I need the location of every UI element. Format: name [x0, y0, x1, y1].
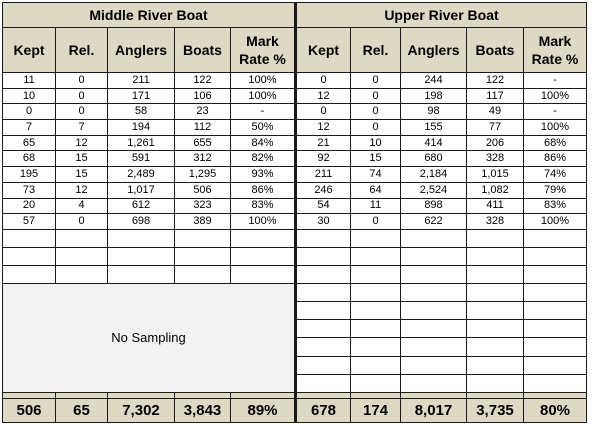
middle-total-boats: 3,843	[175, 399, 231, 423]
middle-anglers-cell: 1,017	[108, 182, 175, 198]
upper-empty-cell	[401, 320, 467, 338]
upper-empty-cell	[351, 356, 401, 374]
middle-released-cell: 12	[56, 182, 108, 198]
middle-anglers-cell: 171	[108, 88, 175, 104]
upper-boats-cell: 206	[467, 135, 524, 151]
middle-river-boat-title: Middle River Boat	[3, 3, 296, 28]
river-boat-table-container	[2, 2, 587, 423]
upper-mark-rate-cell: 100%	[524, 88, 587, 104]
upper-mark-rate-cell: 83%	[524, 198, 587, 214]
middle-kept-cell: 73	[3, 182, 56, 198]
upper-boats-cell: 77	[467, 120, 524, 136]
middle-anglers-cell: 612	[108, 198, 175, 214]
upper-kept-cell: 54	[296, 198, 351, 214]
upper-anglers-cell: 2,184	[401, 167, 467, 183]
no-sampling-row	[3, 283, 587, 301]
upper-empty-cell	[296, 283, 351, 301]
mark-label: Mark	[246, 33, 279, 49]
upper-empty-cell	[296, 320, 351, 338]
upper-anglers-cell: 2,524	[401, 182, 467, 198]
empty-cell	[524, 247, 587, 265]
upper-total-mark-rate: 80%	[524, 399, 587, 423]
middle-anglers-cell: 591	[108, 151, 175, 167]
upper-released-cell: 74	[351, 167, 401, 183]
upper-empty-cell	[351, 338, 401, 356]
upper-released-cell: 0	[351, 88, 401, 104]
middle-boats-cell: 106	[175, 88, 231, 104]
middle-released-cell: 15	[56, 167, 108, 183]
upper-anglers-cell: 244	[401, 73, 467, 89]
middle-anglers-cell: 211	[108, 73, 175, 89]
upper-empty-cell	[524, 374, 587, 392]
middle-boats-header: Boats	[175, 28, 231, 73]
river-boat-table	[2, 2, 587, 423]
empty-cell	[296, 229, 351, 247]
middle-anglers-cell: 58	[108, 104, 175, 120]
empty-cell	[175, 229, 231, 247]
rate-label: Rate %	[531, 51, 579, 67]
upper-empty-cell	[524, 302, 587, 320]
middle-boats-cell: 389	[175, 214, 231, 230]
middle-total-mark-rate: 89%	[231, 399, 296, 423]
middle-mark-rate-cell: 86%	[231, 182, 296, 198]
upper-mark-rate-cell: -	[524, 73, 587, 89]
empty-cell	[524, 265, 587, 283]
upper-total-kept: 678	[296, 399, 351, 423]
upper-mark-rate-cell: 79%	[524, 182, 587, 198]
middle-kept-cell: 65	[3, 135, 56, 151]
middle-kept-header: Kept	[3, 28, 56, 73]
upper-boats-cell: 1,015	[467, 167, 524, 183]
empty-row	[3, 247, 587, 265]
upper-boats-cell: 328	[467, 151, 524, 167]
middle-total-kept: 506	[3, 399, 56, 423]
upper-empty-cell	[401, 302, 467, 320]
upper-empty-cell	[524, 338, 587, 356]
upper-kept-cell: 0	[296, 73, 351, 89]
upper-anglers-cell: 155	[401, 120, 467, 136]
upper-kept-cell: 211	[296, 167, 351, 183]
middle-released-cell: 0	[56, 88, 108, 104]
table-row	[3, 88, 587, 104]
empty-cell	[467, 247, 524, 265]
rate-label: Rate %	[239, 51, 286, 67]
middle-boats-cell: 323	[175, 198, 231, 214]
upper-anglers-cell: 98	[401, 104, 467, 120]
middle-kept-cell: 11	[3, 73, 56, 89]
empty-cell	[231, 265, 296, 283]
upper-kept-cell: 246	[296, 182, 351, 198]
empty-cell	[524, 229, 587, 247]
upper-released-cell: 11	[351, 198, 401, 214]
table-row	[3, 214, 587, 230]
upper-empty-cell	[296, 338, 351, 356]
middle-released-header: Rel.	[56, 28, 108, 73]
table-row	[3, 73, 587, 89]
empty-cell	[351, 247, 401, 265]
table-row	[3, 167, 587, 183]
upper-mark-rate-cell: 100%	[524, 214, 587, 230]
upper-kept-cell: 21	[296, 135, 351, 151]
upper-empty-cell	[296, 302, 351, 320]
empty-cell	[296, 265, 351, 283]
middle-kept-cell: 7	[3, 120, 56, 136]
empty-cell	[296, 247, 351, 265]
empty-cell	[56, 265, 108, 283]
middle-released-cell: 7	[56, 120, 108, 136]
empty-cell	[3, 247, 56, 265]
table-row	[3, 104, 587, 120]
upper-empty-cell	[467, 374, 524, 392]
table-row	[3, 198, 587, 214]
empty-cell	[56, 247, 108, 265]
upper-empty-cell	[401, 356, 467, 374]
middle-boats-cell: 655	[175, 135, 231, 151]
upper-empty-cell	[467, 283, 524, 301]
upper-mark-rate-cell: 100%	[524, 120, 587, 136]
upper-anglers-header: Anglers	[401, 28, 467, 73]
middle-boats-cell: 506	[175, 182, 231, 198]
empty-cell	[231, 247, 296, 265]
middle-released-cell: 0	[56, 104, 108, 120]
upper-total-anglers: 8,017	[401, 399, 467, 423]
upper-released-cell: 0	[351, 73, 401, 89]
empty-cell	[401, 247, 467, 265]
middle-kept-cell: 195	[3, 167, 56, 183]
upper-released-cell: 0	[351, 104, 401, 120]
middle-anglers-cell: 1,261	[108, 135, 175, 151]
upper-anglers-cell: 622	[401, 214, 467, 230]
middle-kept-cell: 57	[3, 214, 56, 230]
middle-released-cell: 15	[56, 151, 108, 167]
no-sampling-note: No Sampling	[3, 283, 296, 392]
upper-kept-header: Kept	[296, 28, 351, 73]
upper-empty-cell	[296, 374, 351, 392]
empty-cell	[467, 265, 524, 283]
upper-empty-cell	[401, 338, 467, 356]
upper-empty-cell	[467, 338, 524, 356]
middle-anglers-cell: 698	[108, 214, 175, 230]
upper-mark-rate-header	[524, 28, 587, 73]
middle-mark-rate-cell: 84%	[231, 135, 296, 151]
middle-mark-rate-cell: 93%	[231, 167, 296, 183]
upper-total-boats: 3,735	[467, 399, 524, 423]
upper-empty-cell	[351, 283, 401, 301]
upper-mark-rate-cell: 86%	[524, 151, 587, 167]
empty-cell	[3, 265, 56, 283]
upper-boats-cell: 122	[467, 73, 524, 89]
upper-anglers-cell: 414	[401, 135, 467, 151]
upper-empty-cell	[467, 320, 524, 338]
empty-cell	[351, 265, 401, 283]
upper-boats-cell: 117	[467, 88, 524, 104]
empty-cell	[467, 229, 524, 247]
upper-empty-cell	[524, 356, 587, 374]
empty-cell	[351, 229, 401, 247]
upper-empty-cell	[467, 302, 524, 320]
upper-kept-cell: 12	[296, 88, 351, 104]
upper-kept-cell: 30	[296, 214, 351, 230]
upper-empty-cell	[467, 356, 524, 374]
upper-empty-cell	[524, 320, 587, 338]
empty-cell	[231, 229, 296, 247]
upper-empty-cell	[351, 320, 401, 338]
middle-kept-cell: 68	[3, 151, 56, 167]
upper-empty-cell	[401, 283, 467, 301]
middle-mark-rate-cell: 100%	[231, 88, 296, 104]
empty-cell	[175, 265, 231, 283]
middle-boats-cell: 112	[175, 120, 231, 136]
upper-released-header: Rel.	[351, 28, 401, 73]
empty-cell	[108, 265, 175, 283]
middle-kept-cell: 0	[3, 104, 56, 120]
middle-anglers-header: Anglers	[108, 28, 175, 73]
upper-anglers-cell: 198	[401, 88, 467, 104]
mark-label: Mark	[538, 33, 572, 49]
empty-row	[3, 265, 587, 283]
upper-released-cell: 64	[351, 182, 401, 198]
middle-mark-rate-cell: 100%	[231, 214, 296, 230]
table-row	[3, 182, 587, 198]
empty-row	[3, 229, 587, 247]
middle-total-anglers: 7,302	[108, 399, 175, 423]
upper-released-cell: 10	[351, 135, 401, 151]
totals-row	[3, 399, 587, 423]
upper-anglers-cell: 680	[401, 151, 467, 167]
empty-cell	[401, 265, 467, 283]
upper-kept-cell: 12	[296, 120, 351, 136]
upper-released-cell: 0	[351, 120, 401, 136]
upper-boats-cell: 328	[467, 214, 524, 230]
middle-mark-rate-cell: 83%	[231, 198, 296, 214]
middle-released-cell: 0	[56, 73, 108, 89]
middle-released-cell: 12	[56, 135, 108, 151]
middle-kept-cell: 20	[3, 198, 56, 214]
empty-cell	[108, 247, 175, 265]
middle-mark-rate-cell: 100%	[231, 73, 296, 89]
table-row	[3, 151, 587, 167]
empty-cell	[3, 229, 56, 247]
middle-mark-rate-cell: 50%	[231, 120, 296, 136]
upper-empty-cell	[351, 374, 401, 392]
middle-boats-cell: 122	[175, 73, 231, 89]
middle-boats-cell: 312	[175, 151, 231, 167]
middle-released-cell: 4	[56, 198, 108, 214]
middle-mark-rate-cell: 82%	[231, 151, 296, 167]
middle-anglers-cell: 194	[108, 120, 175, 136]
upper-mark-rate-cell: -	[524, 104, 587, 120]
middle-released-cell: 0	[56, 214, 108, 230]
middle-boats-cell: 23	[175, 104, 231, 120]
upper-empty-cell	[351, 302, 401, 320]
table-row	[3, 120, 587, 136]
middle-anglers-cell: 2,489	[108, 167, 175, 183]
upper-river-boat-title: Upper River Boat	[296, 3, 587, 28]
middle-total-released: 65	[56, 399, 108, 423]
middle-kept-cell: 10	[3, 88, 56, 104]
upper-released-cell: 0	[351, 214, 401, 230]
empty-cell	[56, 229, 108, 247]
upper-mark-rate-cell: 68%	[524, 135, 587, 151]
upper-boats-header: Boats	[467, 28, 524, 73]
table-row	[3, 135, 587, 151]
empty-cell	[401, 229, 467, 247]
upper-boats-cell: 1,082	[467, 182, 524, 198]
empty-cell	[175, 247, 231, 265]
upper-boats-cell: 411	[467, 198, 524, 214]
upper-boats-cell: 49	[467, 104, 524, 120]
upper-empty-cell	[524, 283, 587, 301]
upper-kept-cell: 92	[296, 151, 351, 167]
middle-boats-cell: 1,295	[175, 167, 231, 183]
upper-total-released: 174	[351, 399, 401, 423]
upper-anglers-cell: 898	[401, 198, 467, 214]
middle-mark-rate-header	[231, 28, 296, 73]
empty-cell	[108, 229, 175, 247]
upper-empty-cell	[401, 374, 467, 392]
upper-kept-cell: 0	[296, 104, 351, 120]
upper-released-cell: 15	[351, 151, 401, 167]
middle-mark-rate-cell: -	[231, 104, 296, 120]
upper-mark-rate-cell: 74%	[524, 167, 587, 183]
upper-empty-cell	[296, 356, 351, 374]
